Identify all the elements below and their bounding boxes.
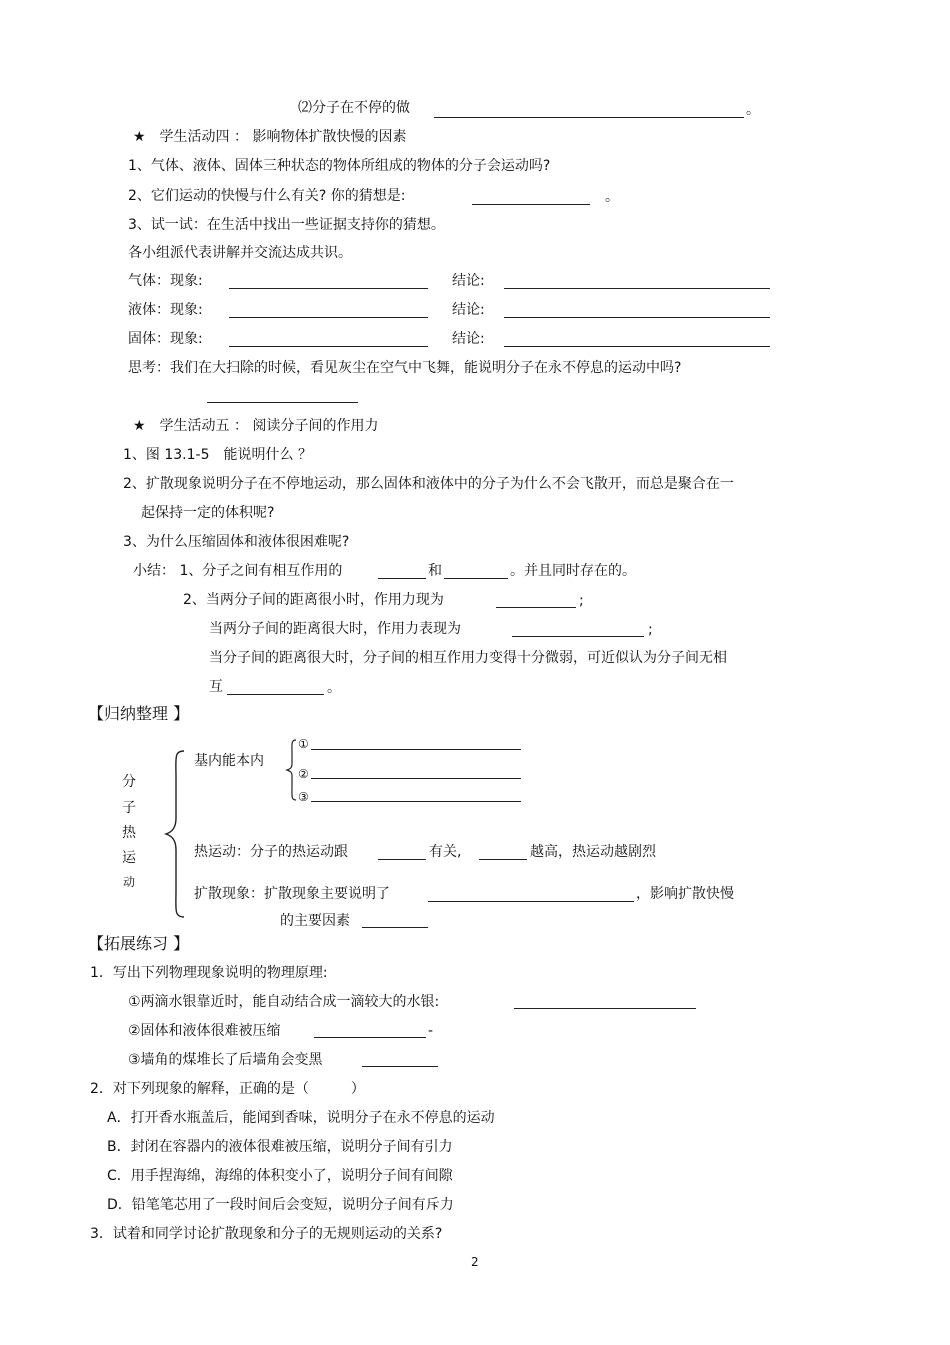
vertical-char: 运 — [122, 850, 136, 866]
heat-motion-text: 热运动：分子的热运动跟 — [194, 844, 348, 860]
period: 。 — [327, 680, 341, 696]
blank-attraction[interactable] — [378, 578, 426, 579]
practice-q1c: ③墙角的煤堆长了后墙角会变黑 — [128, 1052, 323, 1068]
summary-heading: 【归纳整理 】 — [88, 704, 190, 723]
item-blank-3[interactable] — [311, 801, 521, 802]
blank-repulsion[interactable] — [444, 578, 508, 579]
practice-heading: 【拓展练习 】 — [88, 934, 190, 953]
activity5-q2: 2、扩散现象说明分子在不停地运动，那么固体和液体中的分子为什么不会飞散开，而总是聚合在一 — [123, 476, 734, 492]
summary-5: 互 — [209, 679, 223, 695]
activity4-q3: 3、试一试：在生活中找出一些证据支持你的猜想。 — [128, 217, 445, 233]
item-blank-1[interactable] — [311, 749, 521, 750]
large-brace-icon — [160, 748, 190, 920]
solid-phenomenon-blank[interactable] — [229, 346, 428, 347]
q1b-blank[interactable] — [314, 1037, 426, 1038]
blank-interaction[interactable] — [227, 694, 324, 695]
diffusion-text: 扩散现象：扩散现象主要说明了 — [194, 886, 390, 902]
blank-large-distance[interactable] — [512, 636, 644, 637]
activity5-q2-cont: 起保持一定的体积呢? — [141, 505, 275, 521]
item-marker-2: ② — [298, 767, 309, 781]
activity4-title: ★ 学生活动四 ： 影响物体扩散快慢的因素 — [133, 129, 407, 145]
page-number: 2 — [471, 1255, 479, 1269]
gas-phenomenon-blank[interactable] — [229, 288, 428, 289]
option-b[interactable]: B．封闭在容器内的液体很难被压缩，说明分子间有引力 — [107, 1139, 453, 1155]
heat-related: 有关, — [429, 844, 462, 860]
main-factor-blank[interactable] — [362, 927, 428, 928]
think-answer-blank[interactable] — [207, 402, 358, 403]
diffusion-speed-text: ，影响扩散快慢 — [636, 886, 734, 902]
semicolon: ; — [648, 622, 653, 638]
summary-2: 2、当两分子间的距离很小时，作用力现为 — [183, 592, 444, 608]
summary-1-end: 。并且同时存在的。 — [510, 563, 636, 579]
liquid-conclusion-label: 结论: — [452, 302, 485, 318]
item-marker-3: ③ — [298, 790, 309, 804]
vertical-char: 分 — [122, 774, 136, 790]
gas-phenomenon-label: 气体：现象: — [128, 273, 203, 289]
vertical-char: 动 — [123, 875, 136, 889]
q1c-blank[interactable] — [362, 1066, 438, 1067]
diffusion-blank[interactable] — [428, 901, 634, 902]
practice-q1b: ②固体和液体很难被压缩 — [128, 1023, 281, 1039]
liquid-phenomenon-blank[interactable] — [229, 317, 428, 318]
and-text: 和 — [428, 563, 442, 579]
heat-blank-2[interactable] — [479, 859, 527, 860]
blank-line[interactable] — [434, 117, 744, 118]
summary-1: 小结： 1、分子之间有相互作用的 — [133, 563, 343, 579]
vertical-char: 热 — [122, 825, 136, 841]
solid-phenomenon-label: 固体：现象: — [128, 331, 203, 347]
activity5-q3: 3、为什么压缩固体和液体很困难呢? — [123, 534, 350, 550]
gas-conclusion-label: 结论: — [452, 273, 485, 289]
activity4-q2: 2、它们运动的快慢与什么有关? 你的猜想是: — [128, 188, 406, 204]
heat-higher: 越高，热运动越剧烈 — [530, 844, 656, 860]
heat-blank-1[interactable] — [378, 859, 426, 860]
solid-conclusion-blank[interactable] — [504, 346, 770, 347]
summary-4: 当分子间的距离很大时，分子间的相互作用力变得十分微弱，可近似认为分子间无相 — [209, 650, 727, 666]
summary-3: 当两分子间的距离很大时，作用力表现为 — [209, 621, 461, 637]
main-factor-text: 的主要因素 — [280, 913, 350, 929]
activity4-q1: 1、气体、液体、固体三种状态的物体所组成的物体的分子会运动吗? — [128, 158, 551, 174]
solid-conclusion-label: 结论: — [452, 331, 485, 347]
item-blank-2[interactable] — [311, 778, 521, 779]
practice-q1a: ①两滴水银靠近时，能自动结合成一滴较大的水银: — [128, 994, 440, 1010]
q1a-blank[interactable] — [514, 1008, 696, 1009]
gas-conclusion-blank[interactable] — [504, 288, 770, 289]
practice-q3: 3．试着和同学讨论扩散现象和分子的无规则运动的关系? — [90, 1226, 443, 1242]
practice-q2: 2．对下列现象的解释，正确的是（ ） — [90, 1081, 365, 1097]
period: 。 — [605, 189, 619, 205]
option-d[interactable]: D．铅笔笔芯用了一段时间后会变短，说明分子间有斥力 — [107, 1197, 454, 1213]
guess-blank[interactable] — [472, 204, 590, 205]
practice-q1: 1．写出下列物理现象说明的物理原理: — [90, 965, 328, 981]
dash: - — [428, 1023, 434, 1039]
option-a[interactable]: A．打开香水瓶盖后，能闻到香味，说明分子在永不停息的运动 — [107, 1110, 495, 1126]
liquid-phenomenon-label: 液体：现象: — [128, 302, 203, 318]
small-brace-icon — [285, 738, 299, 802]
item-marker-1: ① — [298, 737, 309, 751]
internal-energy-label: 基内能本内 — [194, 753, 264, 769]
vertical-char: 子 — [122, 800, 136, 816]
liquid-conclusion-blank[interactable] — [504, 317, 770, 318]
option-c[interactable]: C．用手捏海绵，海绵的体积变小了，说明分子间有间隙 — [107, 1168, 453, 1184]
activity5-title: ★ 学生活动五 ： 阅读分子间的作用力 — [133, 418, 379, 434]
think-question: 思考：我们在大扫除的时候，看见灰尘在空气中飞舞，能说明分子在永不停息的运动中吗? — [128, 360, 682, 376]
activity5-q1: 1、图 13.1-5 能说明什么 ？ — [123, 447, 312, 463]
activity4-note: 各小组派代表讲解并交流达成共识。 — [128, 245, 352, 261]
statement-2: ⑵分子在不停的做 — [298, 100, 410, 116]
semicolon: ; — [579, 593, 584, 609]
period: 。 — [746, 102, 760, 118]
blank-small-distance[interactable] — [496, 607, 576, 608]
